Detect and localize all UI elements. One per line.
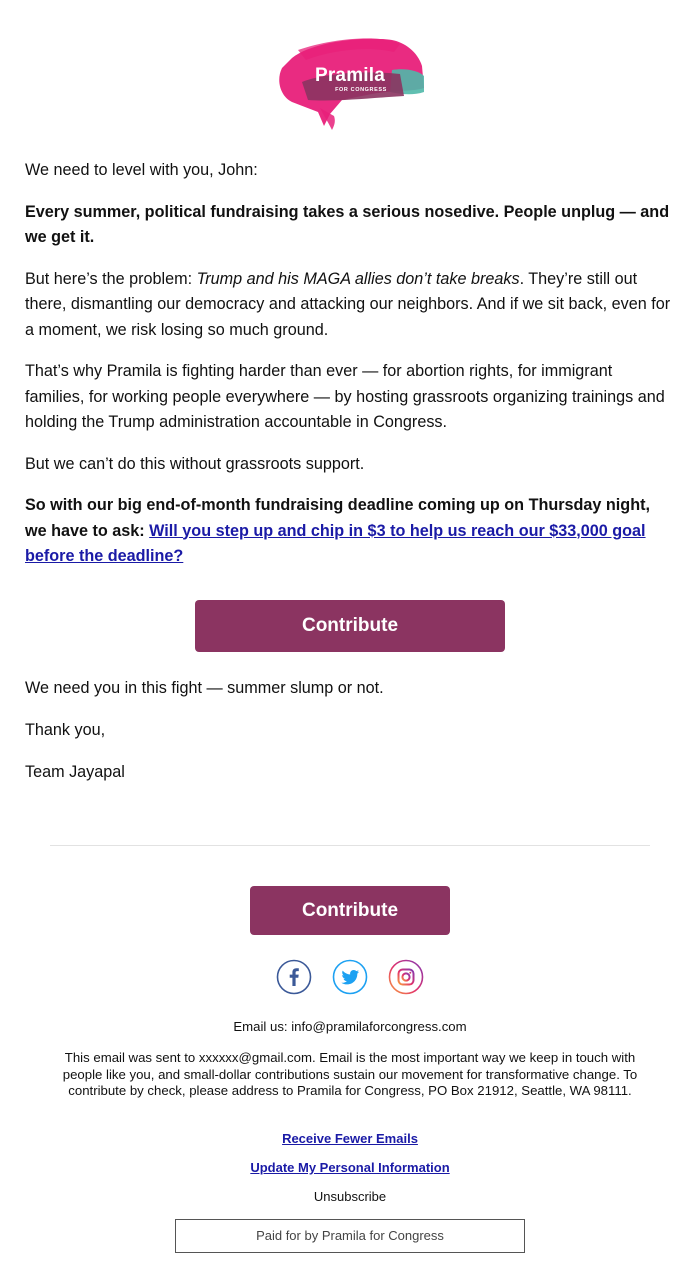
pramila-logo xyxy=(272,30,428,134)
email-body xyxy=(25,158,675,586)
logo-name: Pramila xyxy=(314,65,386,86)
facebook-icon[interactable] xyxy=(276,959,312,995)
social-links xyxy=(276,959,426,995)
disclaimer: This email was sent to xxxxxx@gmail.com. Email is the most important way we keep in touch with people like you, and small-dollar contributions sustain our movement for transformative change. To contribute by check, please address to Pramila for Congress, PO Box 21912, Seattle, WA 98111. xyxy=(62,1050,638,1098)
chip-in-link[interactable]: Will you step up and chip in $3 to help us reach our $33,000 goal before the deadline? xyxy=(25,521,646,565)
unsubscribe-link[interactable]: Unsubscribe xyxy=(313,1189,387,1204)
signature: Team Jayapal xyxy=(25,763,125,781)
closing xyxy=(25,676,675,802)
paragraph-problem-start: But here’s the problem: xyxy=(25,269,197,288)
fewer-emails-row xyxy=(50,1131,650,1148)
paragraph-problem-end: . They’re still out there, dismantling our democracy and attacking our neighbors. And if we sit back, even for a moment, we risk losing so much ground. xyxy=(25,269,671,339)
receive-fewer-emails-link[interactable]: Receive Fewer Emails xyxy=(282,1131,418,1146)
footer-contribute-button[interactable]: Contribute xyxy=(250,886,450,935)
twitter-icon[interactable] xyxy=(332,959,368,995)
logo-subtitle: FOR CONGRESS xyxy=(335,87,387,93)
paragraph-summer: Every summer, political fundraising takes a serious nosedive. People unplug — and we get it. xyxy=(25,202,670,246)
greeting: We need to level with you, John: xyxy=(25,161,258,179)
paragraph-ask-start: So with our big end-of-month fundraising deadline coming up on Thursday night, we have to ask: xyxy=(25,496,650,540)
sign-off: Thank you, xyxy=(25,721,106,739)
update-info-row xyxy=(50,1160,650,1177)
email-us: Email us: info@pramilaforcongress.com xyxy=(233,1019,467,1034)
paragraph-support: But we can’t do this without grassroots support. xyxy=(25,454,365,473)
footer-divider xyxy=(50,845,650,846)
closing-line: We need you in this fight — summer slump or not. xyxy=(25,679,384,697)
update-personal-information-link[interactable]: Update My Personal Information xyxy=(250,1160,450,1175)
paid-for-disclaimer: Paid for by Pramila for Congress xyxy=(175,1219,525,1253)
contribute-button[interactable]: Contribute xyxy=(195,600,505,652)
paragraph-ask xyxy=(25,493,675,570)
paragraph-problem xyxy=(25,267,675,344)
paragraph-fighting: That’s why Pramila is fighting harder than ever — for abortion rights, for immigrant families, for working people everywhere — by hosting grassroots organizing trainings and holding the Trump administration accountable in Congress. xyxy=(25,362,665,431)
paragraph-problem-emphasis: Trump and his MAGA allies don’t take breaks xyxy=(196,269,520,288)
instagram-icon[interactable] xyxy=(388,959,424,995)
